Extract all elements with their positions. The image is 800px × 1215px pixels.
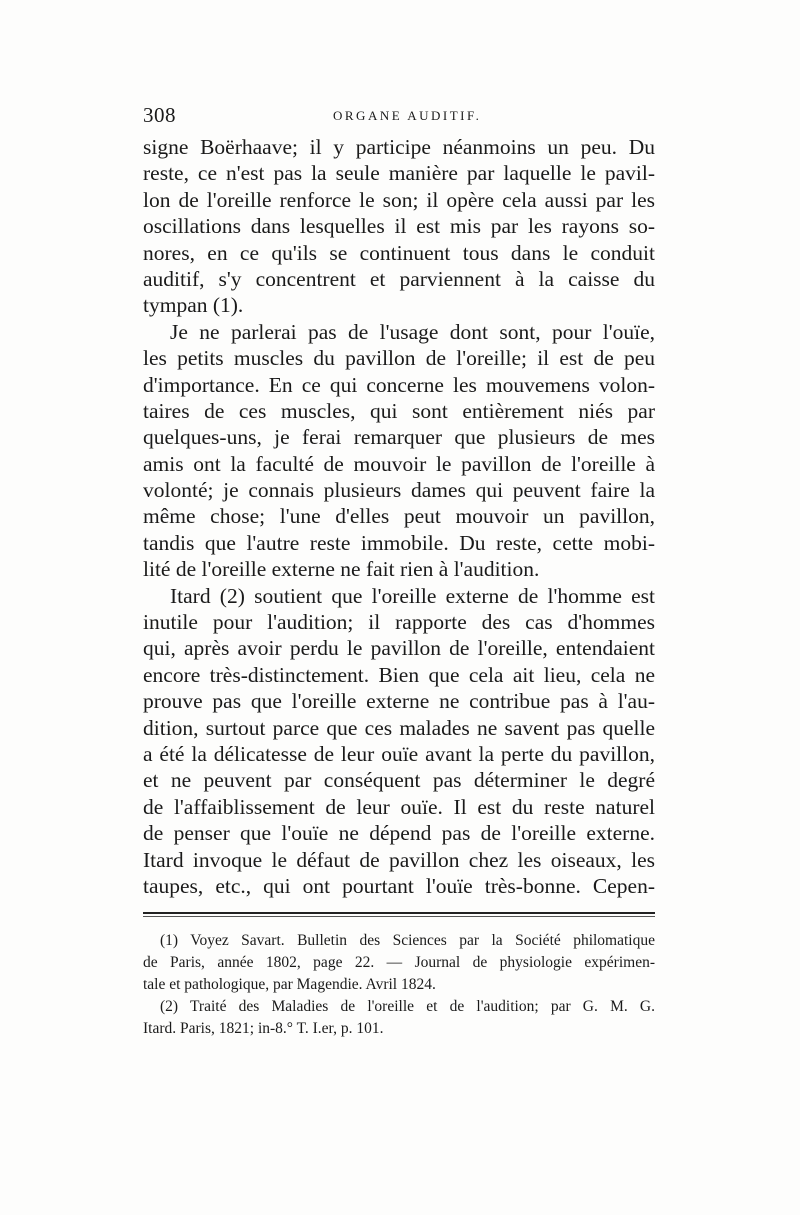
text-line: de l'affaiblissement de leur ouïe. Il est du reste naturel — [143, 794, 655, 819]
text-line: inutile pour l'audition; il rapporte des cas d'hommes — [143, 610, 655, 635]
text-line: prouve pas que l'oreille externe ne contribue pas à l'au- — [143, 689, 655, 714]
text-line: quelques-uns, je ferai remarquer que plusieurs de mes — [143, 425, 655, 450]
footnote-line: de Paris, année 1802, page 22. — Journal de physiologie expérimen- — [143, 954, 655, 971]
text-line: taires de ces muscles, qui sont entièrement niés par — [143, 398, 655, 423]
footnote-divider — [143, 912, 655, 914]
footnote-line: (2) Traité des Maladies de l'oreille et de l'audition; par G. M. G. — [160, 998, 655, 1015]
text-line: lité de l'oreille externe ne fait rien à l'audition. — [143, 557, 540, 582]
running-head: ORGANE AUDITIF. — [333, 108, 482, 123]
text-line: a été la délicatesse de leur ouïe avant la perte du pavillon, — [143, 741, 655, 766]
body-text — [143, 134, 655, 899]
footnote-line: tale et pathologique, par Magendie. Avril 1824. — [143, 976, 436, 993]
text-line: et ne peuvent par conséquent pas déterminer le degré — [143, 768, 655, 793]
text-line: oscillations dans lesquelles il est mis par les rayons so- — [143, 214, 655, 239]
text-line: tympan (1). — [143, 293, 244, 318]
text-line: volonté; je connais plusieurs dames qui peuvent faire la — [143, 478, 655, 503]
text-line: de penser que l'ouïe ne dépend pas de l'oreille externe. — [143, 821, 655, 846]
text-line: dition, surtout parce que ces malades ne savent pas quelle — [143, 715, 655, 740]
text-line: Je ne parlerai pas de l'usage dont sont, pour l'ouïe, — [170, 319, 655, 344]
page-number: 308 — [143, 103, 176, 127]
text-line: tandis que l'autre reste immobile. Du reste, cette mobi- — [143, 530, 655, 555]
text-line: auditif, s'y concentrent et parviennent à la caisse du — [143, 266, 655, 291]
text-line: Itard invoque le défaut de pavillon chez les oiseaux, les — [143, 847, 655, 872]
footnotes — [143, 930, 655, 1040]
page-header — [143, 102, 655, 128]
footnote-line: (1) Voyez Savart. Bulletin des Sciences par la Société philomatique — [160, 932, 655, 949]
text-line: reste, ce n'est pas la seule manière par laquelle le pavil- — [143, 161, 655, 186]
text-line: amis ont la faculté de mouvoir le pavillon de l'oreille à — [143, 451, 655, 476]
text-line: les petits muscles du pavillon de l'oreille; il est de peu — [143, 346, 655, 371]
text-line: Itard (2) soutient que l'oreille externe de l'homme est — [170, 583, 655, 608]
text-line: qui, après avoir perdu le pavillon de l'oreille, entendaient — [143, 636, 655, 661]
text-line: lon de l'oreille renforce le son; il opère cela aussi par les — [143, 187, 655, 212]
text-line: même chose; l'une d'elles peut mouvoir un pavillon, — [143, 504, 655, 529]
footnote-line: Itard. Paris, 1821; in-8.° T. I.er, p. 101. — [143, 1020, 384, 1037]
text-line: d'importance. En ce qui concerne les mouvemens volon- — [143, 372, 655, 397]
footnote-divider-thin — [143, 916, 655, 917]
text-line: encore très-distinctement. Bien que cela ait lieu, cela ne — [143, 662, 655, 687]
text-line: nores, en ce qu'ils se continuent tous dans le conduit — [143, 240, 655, 265]
text-line: signe Boërhaave; il y participe néanmoins un peu. Du — [143, 135, 655, 159]
text-line: taupes, etc., qui ont pourtant l'ouïe très-bonne. Cepen- — [143, 873, 655, 898]
